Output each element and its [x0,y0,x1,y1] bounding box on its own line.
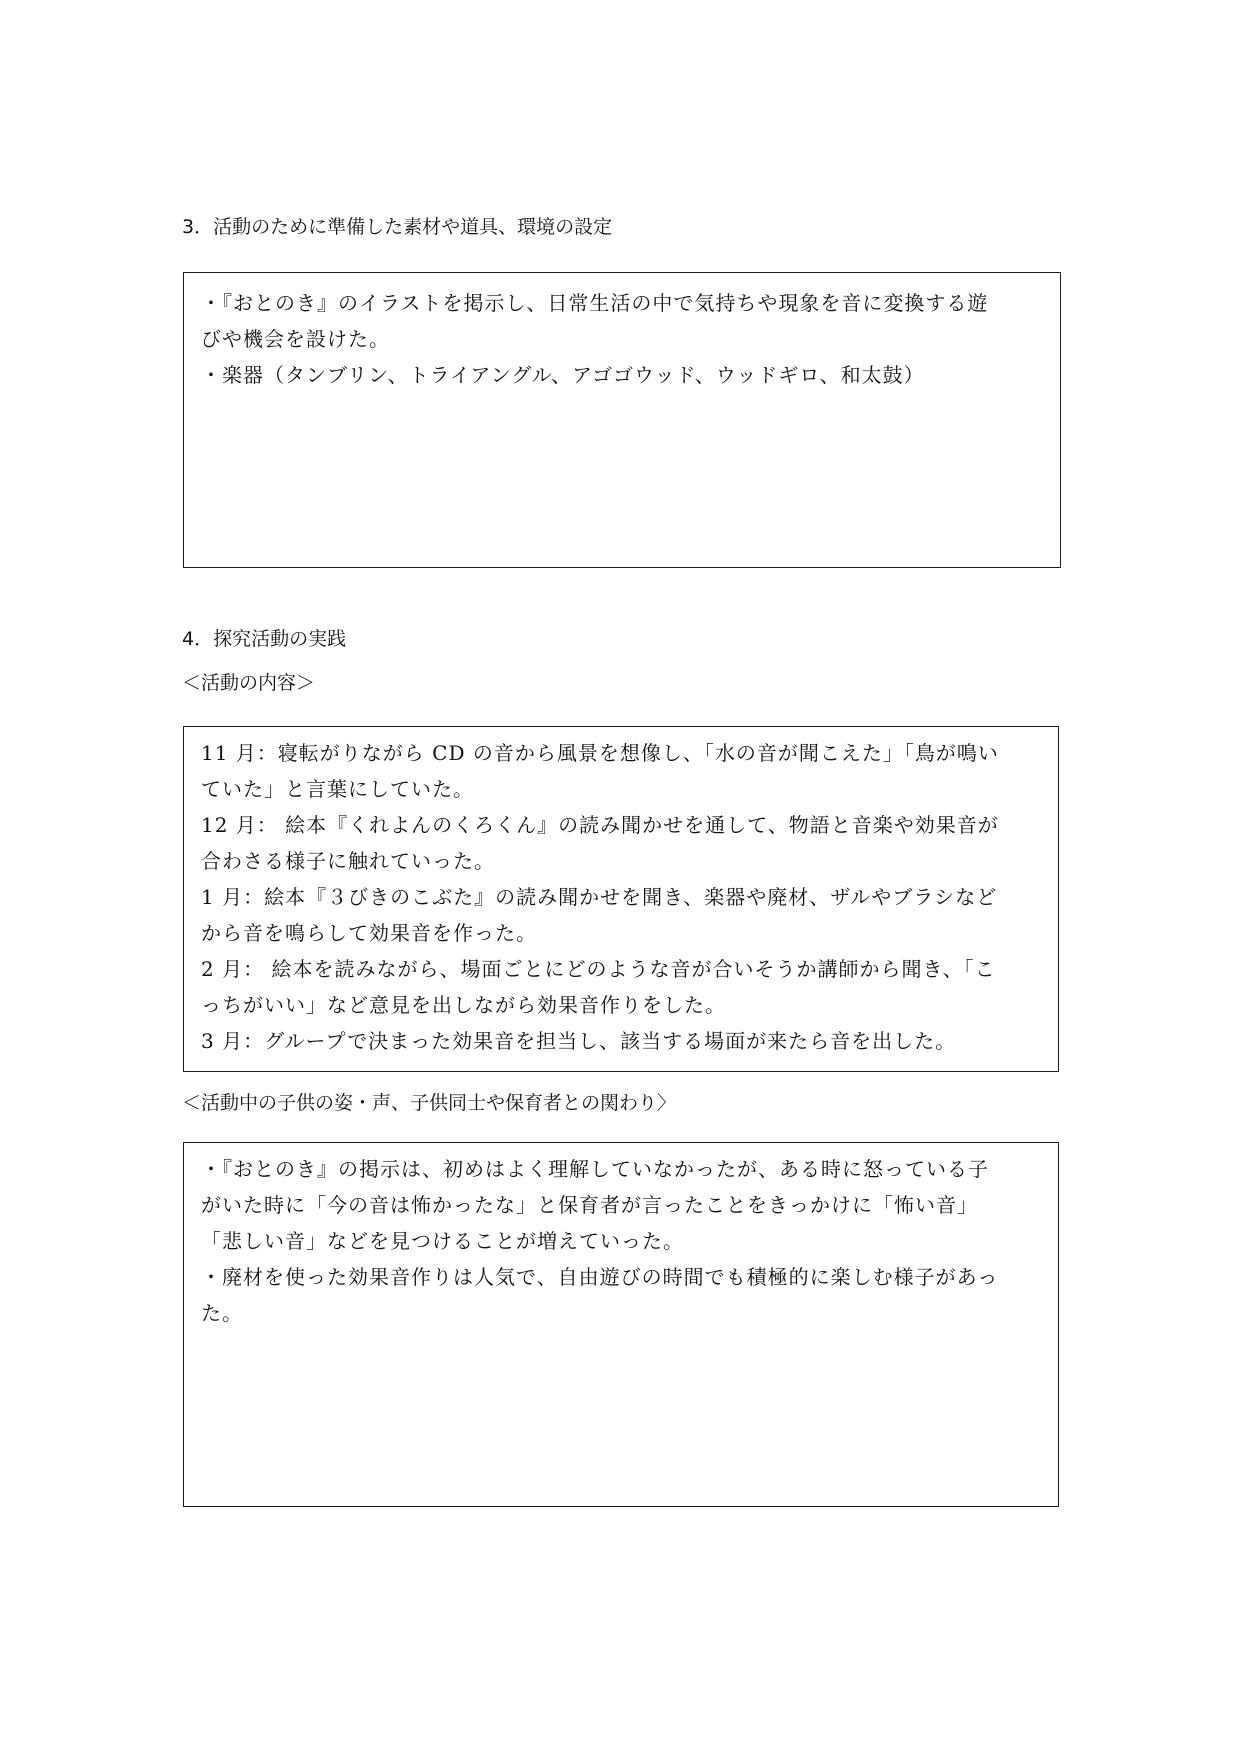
text-line: 3 月：グループで決まった効果音を担当し、該当する場面が来たら音を出した。 [201,1029,957,1053]
text-line: 「悲しい音」などを見つけることが増えていった。 [201,1229,684,1253]
section-3-heading: 3．活動のために準備した素材や道具、環境の設定 [182,216,613,238]
text-line: びや機会を設けた。 [201,327,390,351]
section-4-heading: 4．探究活動の実践 [182,628,347,650]
activity-content-label: ＜活動の内容＞ [182,672,316,694]
text-line: 1 月：絵本『３びきのこぶた』の読み聞かせを聞き、楽器や廃材、ザルやブラシなど [201,885,998,909]
text-line: 合わさる様子に触れていった。 [201,849,495,873]
text-line: ・楽器（タンブリン、トライアングル、アゴゴウッド、ウッドギロ、和太鼓） [201,363,925,387]
text-line: た。 [201,1301,243,1325]
text-line: 11 月：寝転がりながら CD の音から風景を想像し、「水の音が聞こえた」「鳥が鳴い [201,741,999,765]
text-line: 2 月： 絵本を読みながら、場面ごとにどのような音が合いそうか講師から聞き、「こ [201,957,996,981]
text-line: っちがいい」など意見を出しながら効果音作りをした。 [201,993,726,1017]
text-line: ・廃材を使った効果音作りは人気で、自由遊びの時間でも積極的に楽しむ様子があっ [201,1265,999,1289]
text-line: ・『おとのき』のイラストを掲示し、日常生活の中で気持ちや現象を音に変換する遊 [201,291,989,315]
children-interaction-label: ＜活動中の子供の姿・声、子供同士や保育者との関わり〉 [182,1092,677,1114]
materials-box [183,272,1061,568]
text-line: ていた」と言葉にしていた。 [201,777,474,801]
text-line: から音を鳴らして効果音を作った。 [201,921,537,945]
children-interaction-box [183,1142,1059,1507]
activity-content-box [183,726,1059,1072]
text-line: 12 月： 絵本『くれよんのくろくん』の読み聞かせを通して、物語と音楽や効果音が [201,813,999,837]
text-line: がいた時に「今の音は怖かったな」と保育者が言ったことをきっかけに「怖い音」 [201,1193,978,1217]
text-line: ・『おとのき』の掲示は、初めはよく理解していなかったが、ある時に怒っている子 [201,1157,989,1181]
